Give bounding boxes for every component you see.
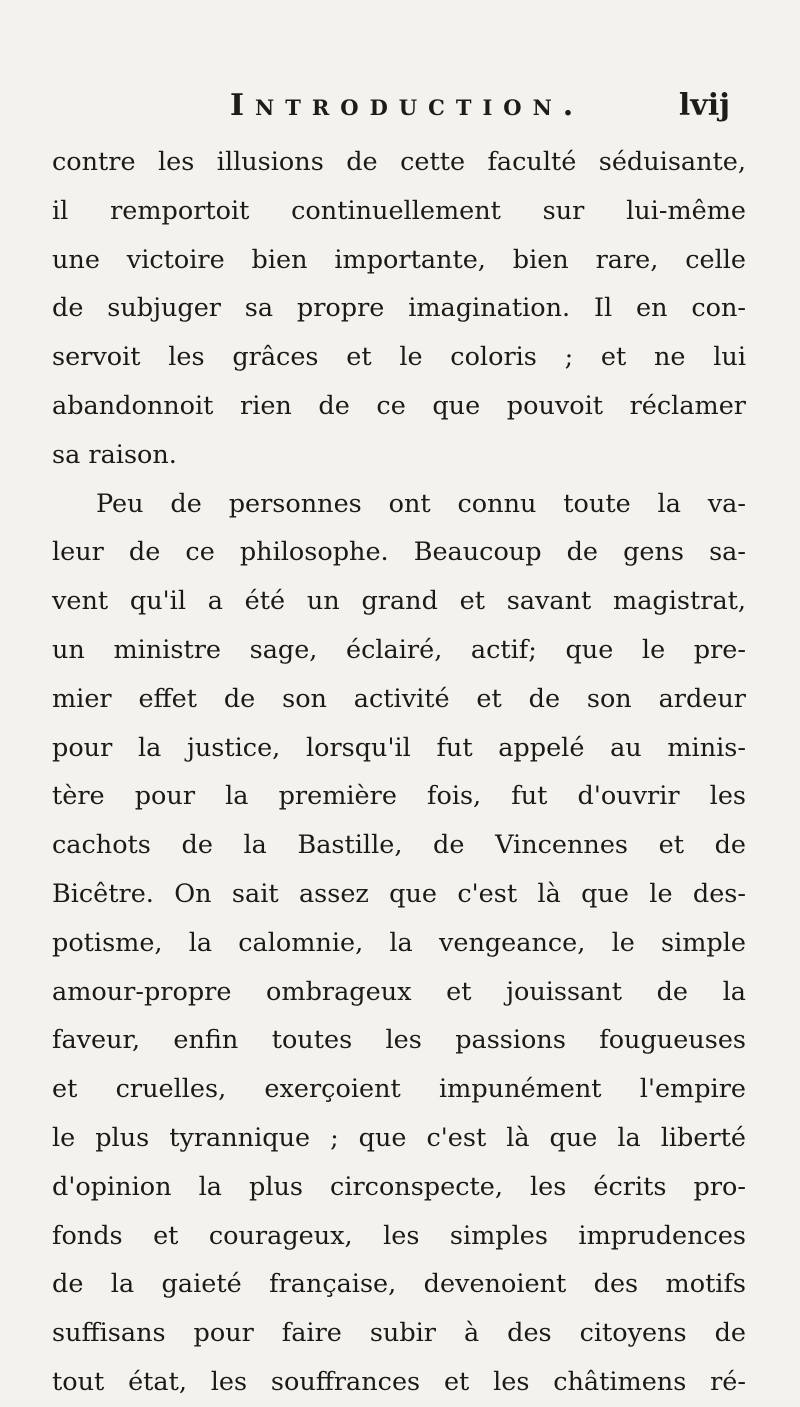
text-line: leur de ce philosophe. Beaucoup de gens sa- [52,537,746,568]
text-line: fonds et courageux, les simples imprudences [52,1220,746,1251]
text-line: amour-propre ombrageux et jouissant de la [52,976,746,1007]
text-line: et cruelles, exerçoient impunément l'empire [52,1074,746,1105]
text-line: tère pour la première fois, fut d'ouvrir les [52,781,746,812]
text-line: vent qu'il a été un grand et savant magistrat, [52,586,746,617]
running-head-title: Introduction. [230,88,585,123]
text-line: un ministre sage, éclairé, actif; que le pre- [52,634,746,665]
text-line: suffisans pour faire subir à des citoyens de [52,1318,746,1349]
text-line: cachots de la Bastille, de Vincennes et de [52,830,746,861]
text-line: abandonnoit rien de ce que pouvoit réclamer [52,390,746,421]
text-line: servoit les grâces et le coloris ; et ne lui [52,342,746,373]
body-text [52,138,746,1407]
text-line: contre les illusions de cette faculté séduisante, [52,147,746,177]
text-line: il remportoit continuellement sur lui-même [52,195,746,226]
text-line: tout état, les souffrances et les châtimens ré- [52,1366,746,1397]
text-line: de subjuger sa propre imagination. Il en con- [52,293,746,324]
running-head [230,88,730,128]
text-line: Bicêtre. On sait assez que c'est là que le des- [52,878,746,909]
text-line: pour la justice, lorsqu'il fut appelé au minis- [52,732,746,763]
paragraph-start-line: Peu de personnes ont connu toute la va- [96,488,746,519]
text-line: sa raison. [52,439,177,470]
text-line: une victoire bien importante, bien rare, celle [52,244,746,275]
text-line: mier effet de son activité et de son ardeur [52,683,746,714]
text-line: potisme, la calomnie, la vengeance, le simple [52,927,746,958]
text-line: de la gaieté française, devenoient des motifs [52,1269,746,1300]
text-line: le plus tyrannique ; que c'est là que la liberté [52,1122,746,1153]
text-line: faveur, enfin toutes les passions fougueuses [52,1025,746,1056]
page-number: lvij [678,88,730,123]
text-line: d'opinion la plus circonspecte, les écrits pro- [52,1171,746,1202]
